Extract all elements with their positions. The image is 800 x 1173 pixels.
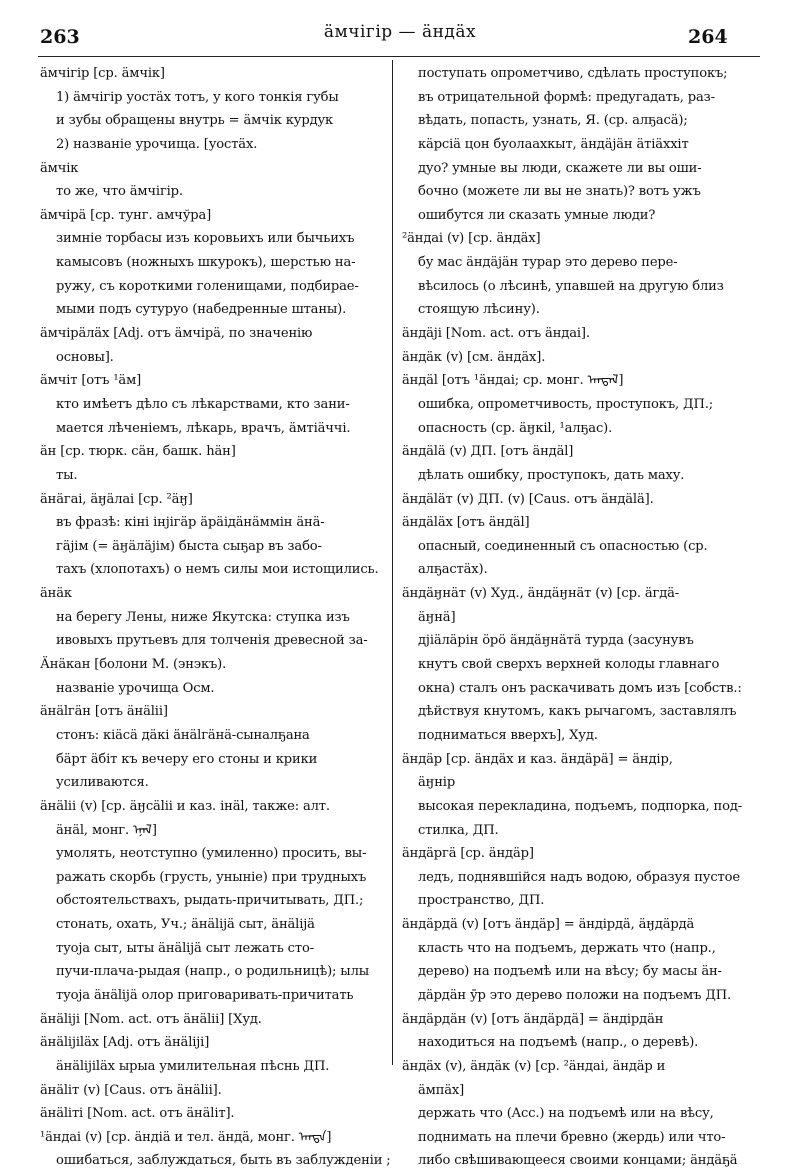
- text-line: ӓндӓрдӓн (v) [отъ ӓндӓрдӓ] = ӓндірдӓн: [402, 1011, 664, 1027]
- text-line: усиливаются.: [56, 775, 149, 791]
- text-line: ошибутся ли сказать умные люди?: [418, 207, 656, 223]
- text-line: поднимать на плечи бревно (жердь) или что-: [418, 1129, 726, 1145]
- text-line: ӓӈнӓ]: [418, 609, 456, 625]
- text-line: туоја ӓнӓlіјӓ олор приговаривать-причитать: [56, 987, 354, 1003]
- text-line: зимніе торбасы изъ коровьихъ или бычьихъ: [56, 231, 355, 247]
- page-number-right: 264: [688, 26, 728, 48]
- page-header: [0, 14, 800, 48]
- text-line: пучи-плача-рыдая (напр., о родильницѣ); ылы: [56, 964, 370, 980]
- text-line: пространство, ДП.: [418, 893, 545, 909]
- text-line: ӓндӓргӓ [ср. ӓндӓр]: [402, 846, 534, 862]
- text-line: держать что (Acc.) на подъемѣ или на вѣсу,: [418, 1106, 714, 1122]
- text-line: кнутъ свой сверхъ верхней колоды главнаго: [418, 657, 720, 673]
- text-line: ӓӈнір: [418, 775, 456, 791]
- text-line: ӓнӓlіті [Nom. act. отъ ӓнӓlіт].: [40, 1106, 235, 1122]
- text-line: на берегу Лены, ниже Якутска: ступка изъ: [56, 609, 350, 625]
- text-line: ошибка, опрометчивость, проступокъ, ДП.;: [418, 396, 714, 412]
- text-line: 1) ӓмчігір уостӓх тотъ, у кого тонкія губы: [56, 89, 339, 105]
- text-line: вѣдать, попасть, узнать, Я. (ср. алҕасӓ);: [418, 113, 688, 129]
- text-line: дѣйствуя кнутомъ, какъ рычагомъ, заставлялъ: [418, 704, 737, 720]
- text-line: ружу, съ короткими голенищами, подбирае-: [56, 278, 359, 294]
- text-line: ӓнӓlіт (v) [Caus. отъ ӓнӓlіі].: [40, 1082, 222, 1098]
- text-line: алҕастӓх).: [418, 562, 488, 578]
- text-line: ӓндӓlӓх [отъ ӓндӓl]: [402, 515, 530, 531]
- text-line: ты.: [56, 467, 78, 483]
- text-line: ӓмчірӓлӓх [Adj. отъ ӓмчірӓ, по значенію: [40, 326, 313, 342]
- text-line: ӓнӓгаі, ӓӈӓлаі [ср. ²ӓӈ]: [40, 491, 193, 507]
- text-line: опасность (ср. ӓӈкіl, ¹алҕас).: [418, 420, 613, 436]
- text-line: бу мас ӓндӓјӓн турар это дерево пере-: [418, 255, 678, 271]
- text-line: туоја сыт, ыты ӓнӓlіјӓ сыт лежать сто-: [56, 940, 314, 956]
- text-line: ӓндӓl [отъ ¹ӓндаі; ср. монг. ᠠᠨᠳᠠᠯ]: [402, 373, 624, 389]
- text-line: ӓндӓlӓ (v) ДП. [отъ ӓндӓl]: [402, 444, 574, 460]
- text-line: кто имѣетъ дѣло съ лѣкарствами, кто зани-: [56, 396, 350, 412]
- text-line: гӓјім (= ӓӈӓлӓјім) быста сыҕар въ забо-: [56, 538, 322, 554]
- text-line: поступать опрометчиво, сдѣлать проступокъ;: [418, 66, 728, 81]
- text-line: ивовыхъ прутьевъ для толченія древесной за-: [56, 633, 368, 649]
- text-line: ӓндӓlӓт (v) ДП. (v) [Caus. отъ ӓндӓlӓ].: [402, 491, 654, 507]
- text-line: ӓнӓlіjіlӓх [Adj. отъ ӓнӓlіjі]: [40, 1035, 210, 1051]
- right-column: [402, 62, 752, 1173]
- text-line: ²ӓндаі (v) [ср. ӓндӓх]: [402, 231, 541, 247]
- header-rule: [38, 56, 760, 57]
- text-line: Ӓнӓкан [болони М. (энэкъ).: [40, 657, 227, 673]
- text-line: стоящую лѣсину).: [418, 302, 540, 318]
- text-line: дерево) на подъемѣ или на вѣсу; бу масы ӓн-: [418, 964, 722, 980]
- text-line: ӓмпӓх]: [418, 1082, 465, 1098]
- text-line: ӓндӓр [ср. ӓндӓх и каз. ӓндӓрӓ] = ӓндір,: [402, 751, 673, 767]
- page-number-left: 263: [40, 26, 80, 48]
- text-line: дјіӓлӓрін ӧрӧ ӓндӓӈнӓтӓ турда (засунувъ: [418, 633, 694, 649]
- text-line: бочно (можете ли вы не знать)? вотъ ужъ: [418, 184, 701, 200]
- text-line: подниматься вверхъ], Худ.: [418, 727, 598, 743]
- text-line: дӓрдӓн ӯр это дерево положи на подъемъ ДП.: [418, 987, 732, 1003]
- text-line: мается лѣченіемъ, лѣкарь, врачъ, ӓмтіӓччі.: [56, 420, 351, 436]
- text-line: ӓндӓрдӓ (v) [отъ ӓндӓр] = ӓндірдӓ, ӓӈдӓрдӓ: [402, 917, 695, 933]
- text-line: бӓрт ӓбіт къ вечеру его стоны и крики: [56, 751, 318, 767]
- text-line: ӓмчігір [ср. ӓмчік]: [40, 66, 165, 81]
- text-line: ӓндӓк (v) [см. ӓндӓх].: [402, 349, 546, 365]
- text-line: либо свѣшивающееся своими концами; ӓндӓҕӓ: [418, 1153, 738, 1169]
- text-line: ӓнӓlгӓн [отъ ӓнӓlіі]: [40, 704, 168, 720]
- text-line: ражать скорбь (грусть, уныніе) при трудныхъ: [56, 869, 367, 885]
- text-line: основы].: [56, 349, 114, 365]
- text-line: окна) сталъ онъ раскачивать домъ изъ [собств.:: [418, 680, 742, 696]
- text-line: находиться на подъемѣ (напр., о деревѣ).: [418, 1035, 699, 1051]
- text-line: стонъ: кіӓсӓ дӓкі ӓнӓlгӓнӓ-сыналҕана: [56, 727, 310, 743]
- text-line: названіе урочища Осм.: [56, 680, 215, 696]
- left-column: [40, 62, 391, 1173]
- text-line: ӓндӓх (v), ӓндӓк (v) [ср. ²ӓндаі, ӓндӓр и: [402, 1058, 666, 1074]
- text-line: то же, что ӓмчігір.: [56, 184, 183, 200]
- column-divider: [392, 60, 393, 1065]
- text-line: дуо? умные вы люди, скажете ли вы оши-: [418, 160, 702, 176]
- text-line: стонать, охать, Уч.; ӓнӓlіјӓ сыт, ӓнӓlіјӓ: [56, 917, 315, 933]
- text-line: высокая перекладина, подъемъ, подпорка, под-: [418, 798, 743, 814]
- text-line: кӓрсіӓ цон буолаахкыт, ӓндӓјӓн ӓтіӓххіт: [418, 136, 689, 152]
- text-line: дѣлать ошибку, проступокъ, дать маху.: [418, 467, 685, 483]
- text-line: ӓмчірӓ [ср. тунг. амчўра]: [40, 207, 212, 223]
- text-line: въ отрицательной формѣ: предугадать, раз-: [418, 89, 715, 105]
- text-line: мыми подъ сутуруо (набедренные штаны).: [56, 302, 347, 318]
- text-line: умолять, неотступно (умиленно) просить, вы-: [56, 846, 367, 862]
- text-line: ¹ӓндаі (v) [ср. ӓндіӓ и тел. ӓндӓ, монг. ᠠᠨᠳᠠ]: [40, 1129, 332, 1145]
- text-line: камысовъ (ножныхъ шкурокъ), шерстью на-: [56, 255, 356, 271]
- text-line: и зубы обращены внутрь = ӓмчік курдук: [56, 113, 334, 129]
- text-line: ӓндӓӈнӓт (v) Худ., ӓндӓӈнӓт (v) [ср. ӓгдӓ-: [402, 586, 680, 602]
- text-line: опасный, соединенный съ опасностью (ср.: [418, 538, 708, 554]
- text-line: вѣсилось (о лѣсинѣ, упавшей на другую близ: [418, 278, 724, 294]
- text-line: тахъ (хлопотахъ) о немъ силы мои истощились.: [56, 562, 379, 578]
- running-title: ӓмчігір — ӓндӓх: [323, 22, 477, 42]
- text-line: ошибаться, заблуждаться, быть въ заблужденіи ;: [56, 1153, 391, 1169]
- text-line: обстоятельствахъ, рыдать-причитывать, ДП.;: [56, 893, 364, 909]
- text-line: ледъ, поднявшійся надъ водою, образуя пустое: [418, 869, 740, 885]
- text-line: ӓн [ср. тюрк. сӓн, башк. һӓн]: [40, 444, 236, 460]
- text-line: ӓмчік: [40, 160, 79, 176]
- text-line: стилка, ДП.: [418, 822, 499, 838]
- text-line: въ фразѣ: кіні інјігӓр ӓрӓідӓнӓммін ӓнӓ-: [56, 515, 325, 531]
- text-line: ӓнӓlіjі [Nom. act. отъ ӓнӓlіі] [Худ.: [40, 1011, 262, 1027]
- text-line: ӓндӓјі [Nom. act. отъ ӓндаі].: [402, 326, 590, 342]
- text-line: класть что на подъемъ, держать что (напр.,: [418, 940, 716, 956]
- text-line: ӓмчіт [отъ ¹ӓм]: [40, 373, 142, 389]
- text-line: ӓнӓlіjіlӓх ырыа умилительная пѣснь ДП.: [56, 1058, 330, 1074]
- text-line: ӓнӓl, монг. ᠡᠨᠡᠯ]: [56, 822, 158, 838]
- text-line: ӓнӓlіі (v) [ср. ӓӈсӓlіі и каз. інӓl, также: алт.: [40, 798, 330, 814]
- text-line: 2) названіе урочища. [уостӓх.: [56, 136, 258, 152]
- text-line: ӓнӓк: [40, 586, 72, 602]
